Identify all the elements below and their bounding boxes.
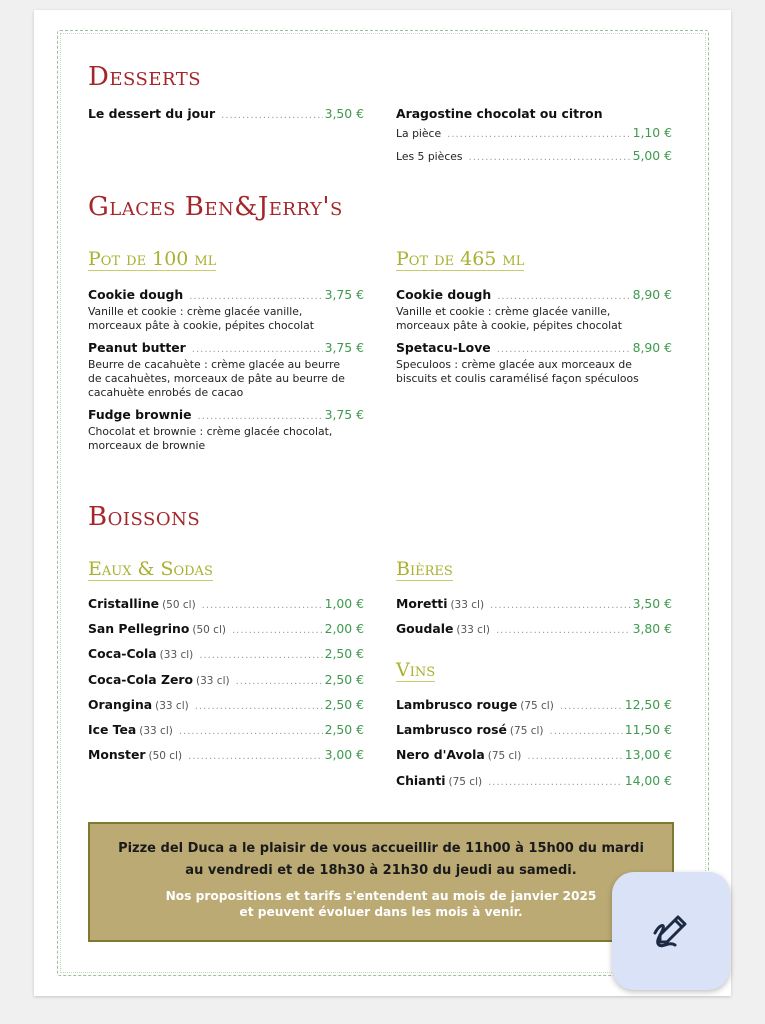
leader-dots	[560, 699, 623, 715]
item-description: Speculoos : crème glacée aux morceaux de	[396, 358, 632, 371]
item-name: Peanut butter	[88, 340, 186, 355]
subsection-title-eaux: Eaux & Sodas	[88, 558, 213, 580]
item-price: 2,00 €	[324, 621, 364, 637]
drink-item	[396, 747, 672, 772]
subsection-title-pot100: Pot de 100 ml	[88, 248, 217, 270]
item-name: Fudge brownie	[88, 407, 192, 422]
item-description: Vanille et cookie : crème glacée vanille,	[88, 305, 303, 318]
annotate-button[interactable]	[612, 872, 730, 990]
variant-price: 1,10 €	[632, 125, 672, 140]
bieres-list	[396, 596, 672, 646]
item-price: 2,50 €	[324, 671, 364, 687]
icecream-item	[88, 287, 364, 333]
opening-hours-text: Pizze del Duca a le plaisir de vous accueillir de 11h00 à 15h00 du mardi au vendredi et de 18h30 à 21h30 du jeudi au samedi.	[118, 841, 644, 878]
item-volume: (33 cl)	[159, 649, 194, 662]
vins-list	[396, 697, 672, 798]
item-price: 3,75 €	[324, 340, 364, 355]
item-volume: (50 cl)	[148, 750, 183, 763]
subsection-title-vins: Vins	[396, 659, 436, 681]
opening-hours-banner	[88, 822, 674, 942]
leader-dots	[496, 623, 631, 639]
item-price: 8,90 €	[632, 287, 672, 302]
leader-dots	[490, 598, 631, 614]
item-price: 3,00 €	[324, 747, 364, 763]
item-volume: (75 cl)	[487, 750, 522, 763]
leader-dots	[232, 623, 323, 639]
item-price: 2,50 €	[324, 696, 364, 712]
item-volume: (75 cl)	[509, 725, 544, 738]
variant-price: 5,00 €	[632, 148, 672, 163]
icecream-item	[88, 340, 364, 400]
drink-item	[88, 697, 364, 722]
item-volume: (33 cl)	[139, 724, 173, 737]
item-name: Lambrusco rouge	[396, 697, 518, 712]
item-volume: (50 cl)	[162, 599, 196, 611]
drink-item	[88, 621, 364, 646]
item-description: Vanille et cookie : crème glacée vanille,	[396, 305, 611, 318]
item-description: biscuits et coulis caramélisé façon spéculoos	[396, 372, 639, 385]
item-volume: (33 cl)	[155, 699, 189, 712]
leader-dots	[550, 724, 623, 740]
leader-dots	[199, 648, 322, 664]
icecream-item	[396, 287, 672, 333]
dessert-item	[88, 106, 364, 124]
drink-item	[396, 722, 672, 747]
pricing-note-line2: et peuvent évoluer dans les mois à venir.	[239, 905, 523, 919]
item-name: Moretti	[396, 596, 448, 611]
item-name: Nero d'Avola	[396, 747, 485, 763]
item-description: morceaux pâte à cookie, pépites chocolat	[396, 319, 622, 332]
section-title-glaces: Glaces Ben&Jerry's	[88, 192, 343, 222]
icecream-item	[88, 407, 364, 453]
item-name: Coca-Cola	[88, 646, 157, 662]
item-description: morceaux pâte à cookie, pépites chocolat	[88, 319, 314, 332]
item-price: 3,75 €	[324, 287, 364, 302]
drink-item	[88, 722, 364, 747]
item-price: 2,50 €	[324, 646, 364, 662]
leader-dots	[195, 699, 323, 715]
item-description: Chocolat et brownie : crème glacée chocolat,	[88, 425, 333, 438]
item-price: 13,00 €	[624, 747, 672, 763]
item-description: de cacahuètes, morceaux de pâte au beurre de	[88, 372, 345, 385]
subsection-title-pot465: Pot de 465 ml	[396, 248, 525, 270]
menu-page	[34, 10, 731, 996]
item-name: Coca-Cola Zero	[88, 671, 193, 687]
drink-item	[396, 621, 672, 646]
item-volume: (33 cl)	[456, 624, 490, 637]
leader-dots	[469, 147, 631, 168]
leader-dots	[198, 409, 323, 425]
item-volume: (33 cl)	[196, 674, 230, 687]
subsection-title-bieres: Bières	[396, 558, 453, 580]
dessert-item-aragostine	[396, 106, 672, 168]
leader-dots	[497, 289, 630, 305]
drink-item	[396, 697, 672, 722]
pen-draw-icon	[651, 911, 691, 951]
item-name: Spetacu-Love	[396, 340, 491, 355]
pot100-list	[88, 287, 364, 460]
item-name: Monster	[88, 747, 146, 763]
leader-dots	[527, 749, 622, 765]
pricing-note-line1: Nos propositions et tarifs s'entendent au mois de janvier 2025	[165, 889, 597, 903]
item-description: Beurre de cacahuète : crème glacée au beurre	[88, 358, 340, 371]
item-name: Ice Tea	[88, 721, 137, 737]
leader-dots	[447, 124, 630, 145]
item-name: Cookie dough	[396, 287, 492, 302]
leader-dots	[188, 749, 323, 765]
item-description: morceaux de brownie	[88, 439, 206, 452]
section-title-boissons: Boissons	[88, 502, 201, 532]
item-name: Cookie dough	[88, 287, 184, 302]
pot465-list	[396, 287, 672, 393]
item-description: cacahuète enrobés de cacao	[88, 386, 244, 399]
item-name: San Pellegrino	[88, 621, 190, 637]
item-volume: (33 cl)	[450, 599, 485, 611]
leader-dots	[202, 598, 323, 614]
item-name: Le dessert du jour	[88, 106, 216, 121]
variant-label: Les 5 pièces	[396, 150, 463, 163]
item-name: Cristalline	[88, 596, 160, 611]
leader-dots	[221, 108, 322, 124]
item-price: 3,50 €	[324, 106, 364, 121]
drink-item	[88, 596, 364, 621]
item-price: 3,80 €	[632, 621, 672, 637]
variant-label: La pièce	[396, 127, 442, 140]
drink-item	[88, 672, 364, 697]
item-price: 11,50 €	[624, 722, 672, 738]
icecream-item	[396, 340, 672, 386]
menu-content	[34, 10, 731, 996]
leader-dots	[179, 724, 323, 740]
item-price: 8,90 €	[632, 340, 672, 355]
item-name: Goudale	[396, 621, 454, 637]
item-price: 2,50 €	[324, 721, 364, 737]
item-name: Orangina	[88, 696, 153, 712]
item-volume: (75 cl)	[520, 700, 554, 712]
section-title-desserts: Desserts	[88, 62, 202, 92]
leader-dots	[488, 775, 623, 791]
item-price: 1,00 €	[324, 596, 364, 611]
item-name: Chianti	[396, 772, 446, 788]
item-price: 14,00 €	[624, 772, 672, 788]
leader-dots	[192, 342, 323, 358]
item-volume: (75 cl)	[448, 775, 483, 788]
drink-item	[396, 773, 672, 798]
item-volume: (50 cl)	[192, 624, 226, 637]
item-price: 3,50 €	[632, 596, 672, 611]
eaux-list	[88, 596, 364, 772]
item-name: Aragostine chocolat ou citron	[396, 106, 603, 121]
drink-item	[88, 646, 364, 671]
item-name: Lambrusco rosé	[396, 722, 507, 738]
item-price: 3,75 €	[324, 407, 364, 422]
leader-dots	[189, 289, 322, 305]
leader-dots	[497, 342, 631, 358]
leader-dots	[236, 674, 323, 690]
item-price: 12,50 €	[624, 697, 672, 712]
drink-item	[396, 596, 672, 621]
drink-item	[88, 747, 364, 772]
